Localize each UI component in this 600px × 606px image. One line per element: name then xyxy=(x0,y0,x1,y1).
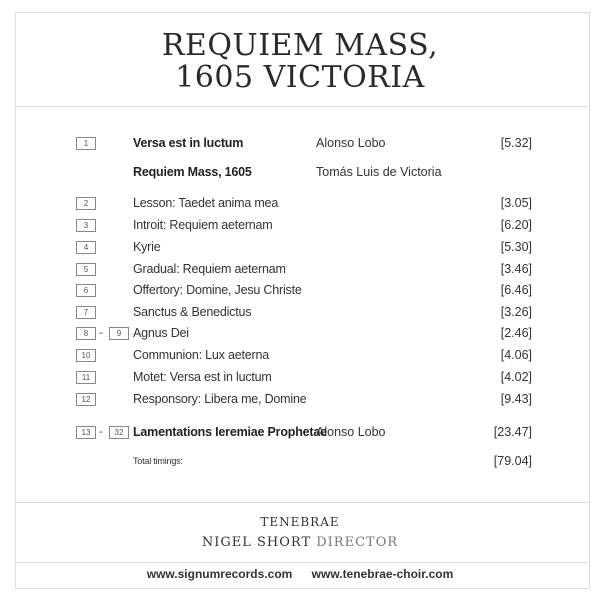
track-title: Motet: Versa est in luctum xyxy=(133,370,272,384)
track-number: 13 xyxy=(76,426,96,439)
track-row xyxy=(0,422,600,442)
track-title: Lesson: Taedet anima mea xyxy=(133,196,279,210)
track-row xyxy=(0,259,600,279)
track-title: Communion: Lux aeterna xyxy=(133,348,269,362)
track-duration: [5.32] xyxy=(500,136,532,150)
track-title: Introit: Requiem aeternam xyxy=(133,218,273,232)
range-separator: - xyxy=(99,327,103,339)
track-row xyxy=(0,389,600,409)
track-number: 7 xyxy=(76,306,96,319)
track-number: 11 xyxy=(76,371,96,384)
track-title: Agnus Dei xyxy=(133,326,189,340)
track-row xyxy=(0,237,600,257)
choir-name: TENEBRAE xyxy=(260,515,340,529)
director-line xyxy=(0,535,600,550)
track-title: Versa est in luctum xyxy=(133,136,244,150)
album-title-line1: REQUIEM MASS, xyxy=(161,28,439,63)
link-tenebrae[interactable]: www.tenebrae-choir.com xyxy=(311,567,454,581)
track-composer: Alonso Lobo xyxy=(316,425,386,439)
track-row xyxy=(0,215,600,235)
track-number: 3 xyxy=(76,219,96,232)
track-number: 4 xyxy=(76,241,96,254)
track-duration: [2.46] xyxy=(500,326,532,340)
divider xyxy=(15,562,590,563)
track-number: 5 xyxy=(76,263,96,276)
track-number: 6 xyxy=(76,284,96,297)
divider xyxy=(15,502,590,503)
track-duration: [4.06] xyxy=(500,348,532,362)
track-row xyxy=(0,193,600,213)
track-duration: [3.05] xyxy=(500,196,532,210)
link-signum[interactable]: www.signumrecords.com xyxy=(146,567,293,581)
track-title: Lamentations Ieremiae Prophetae xyxy=(133,425,327,439)
album-title-line2: 1605 VICTORIA xyxy=(175,60,425,95)
divider xyxy=(15,106,590,107)
track-title: Responsory: Libera me, Domine xyxy=(133,392,307,406)
track-duration: [9.43] xyxy=(500,392,532,406)
track-duration: [23.47] xyxy=(493,425,532,439)
track-duration: [5.30] xyxy=(500,240,532,254)
track-number: 12 xyxy=(76,393,96,406)
track-number-end: 9 xyxy=(109,327,129,340)
track-title: Sanctus & Benedictus xyxy=(133,305,252,319)
track-duration: [3.46] xyxy=(500,262,532,276)
track-duration: [4.02] xyxy=(500,370,532,384)
total-label: Total timings: xyxy=(133,456,183,466)
track-row xyxy=(0,133,600,153)
director-role: DIRECTOR xyxy=(316,535,399,550)
track-row xyxy=(0,345,600,365)
total-row xyxy=(0,451,600,471)
track-row xyxy=(0,367,600,387)
track-number: 2 xyxy=(76,197,96,210)
track-composer: Alonso Lobo xyxy=(316,136,386,150)
track-row xyxy=(0,280,600,300)
track-title: Kyrie xyxy=(133,240,161,254)
track-title: Offertory: Domine, Jesu Christe xyxy=(133,283,302,297)
track-duration: [3.26] xyxy=(500,305,532,319)
track-title: Gradual: Requiem aeternam xyxy=(133,262,286,276)
track-title: Requiem Mass, 1605 xyxy=(133,165,252,179)
track-row xyxy=(0,302,600,322)
track-duration: [6.46] xyxy=(500,283,532,297)
range-separator: - xyxy=(99,426,103,438)
track-row xyxy=(0,323,600,343)
track-number-end: 32 xyxy=(109,426,129,439)
director-name: NIGEL SHORT xyxy=(201,535,312,550)
track-number: 8 xyxy=(76,327,96,340)
track-composer: Tomás Luis de Victoria xyxy=(316,165,442,179)
total-time: [79.04] xyxy=(493,454,532,468)
track-duration: [6.20] xyxy=(500,218,532,232)
track-row xyxy=(0,162,600,182)
links xyxy=(0,567,600,581)
track-number: 1 xyxy=(76,137,96,150)
track-number: 10 xyxy=(76,349,96,362)
